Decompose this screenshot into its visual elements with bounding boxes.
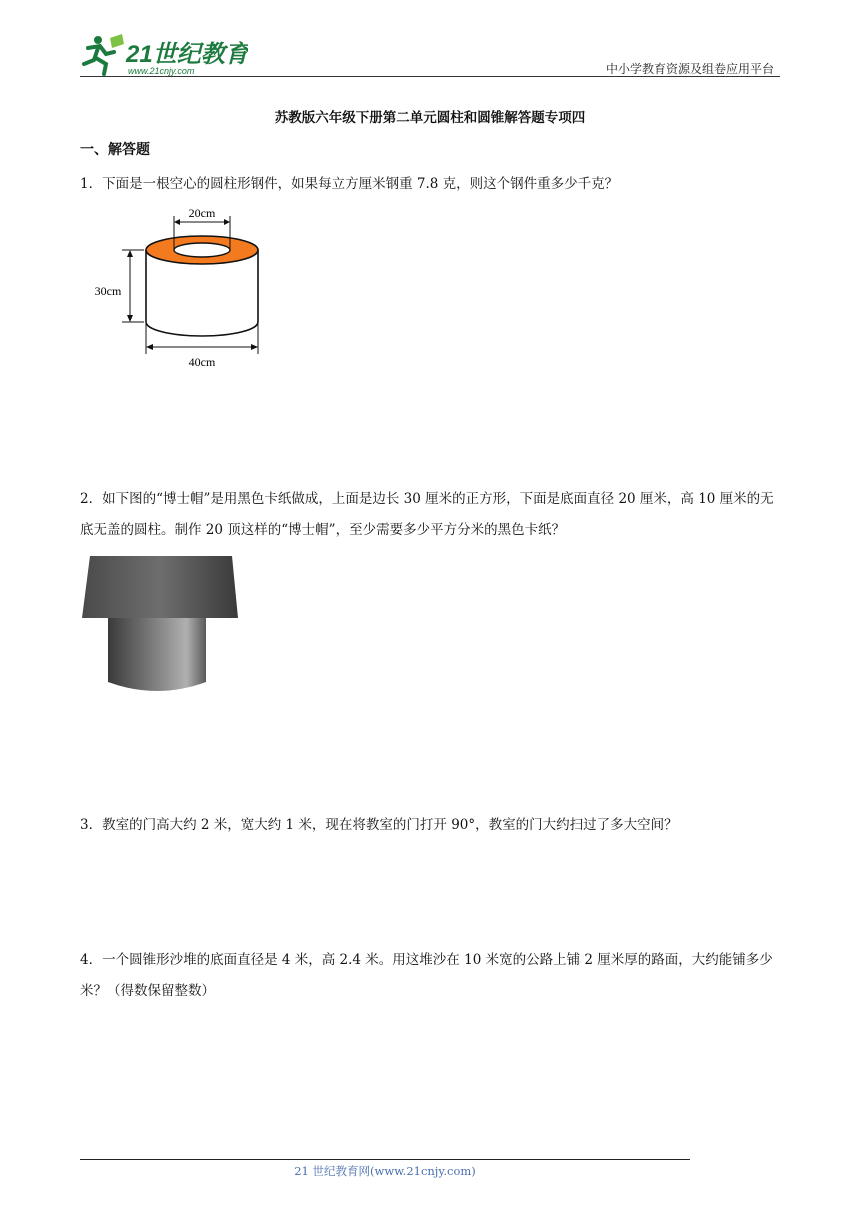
page-title: 苏教版六年级下册第二单元圆柱和圆锥解答题专项四 (274, 110, 586, 126)
section-heading: 一、解答题 (80, 142, 150, 158)
footer-divider (80, 1159, 690, 1160)
outer-diameter-label: 40cm (188, 355, 216, 369)
inner-diameter-label: 20cm (188, 206, 216, 220)
header-divider (80, 76, 780, 77)
logo-text: 21世纪教育 (126, 41, 248, 68)
logo-url: www.21cnjy.com (128, 66, 195, 76)
hat-cylinder (108, 610, 206, 691)
question-2: 2．如下图的“博士帽”是用黑色卡纸做成，上面是边长 30 厘米的正方形，下面是底面直径 20 厘米，高 10 厘米的无底无盖的圆柱。制作 20 顶这样的“博士帽”，至少需要多少平方分米的黑色卡纸？ (80, 491, 774, 538)
question-3: 3．教室的门高大约 2 米，宽大约 1 米，现在将教室的门打开 90°，教室的门大约扫过了多大空间？ (80, 817, 678, 833)
footer-text: 21 世纪教育网(www.21cnjy.com) (294, 1164, 476, 1178)
height-label: 30cm (94, 284, 122, 298)
doctor-hat-figure (82, 556, 242, 705)
site-logo (78, 32, 248, 82)
question-4: 4．一个圆锥形沙堆的底面直径是 4 米，高 2.4 米。用这堆沙在 10 米宽的公路上铺 2 厘米厚的路面，大约能铺多少米？（得数保留整数） (80, 952, 773, 999)
platform-label: 中小学教育资源及组卷应用平台 (605, 62, 774, 76)
question-1: 1．下面是一根空心的圆柱形钢件，如果每立方厘米钢重 7.8 克，则这个钢件重多少千克？ (80, 176, 619, 192)
hollow-cylinder-figure (82, 202, 282, 376)
runner-icon (84, 34, 124, 74)
hat-square-top (82, 556, 238, 618)
